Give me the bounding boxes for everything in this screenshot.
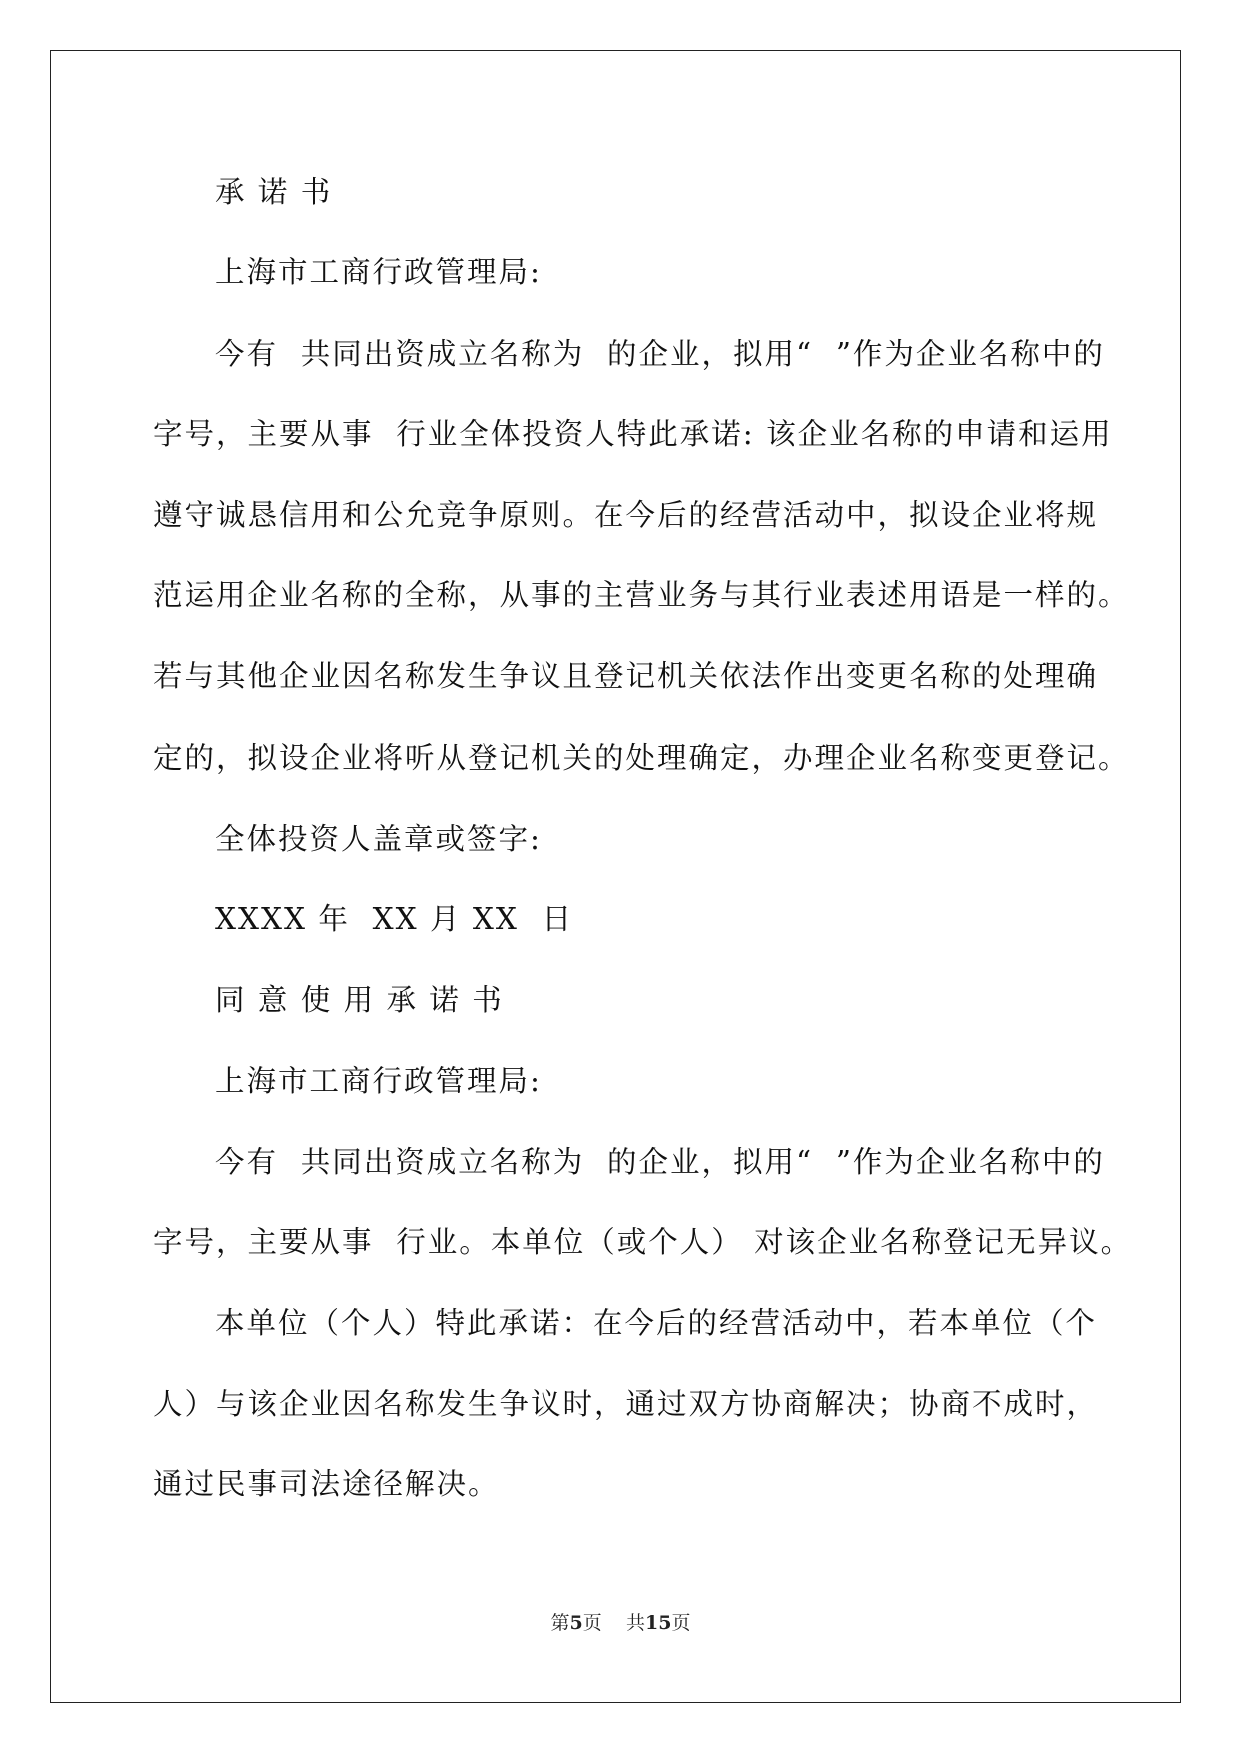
paragraph-line: 定的，拟设企业将听从登记机关的处理确定，办理企业名称变更登记。 bbox=[153, 741, 1130, 775]
paragraph-line: 今有 共同出资成立名称为 的企业，拟用“ ”作为企业名称中的 bbox=[215, 337, 1105, 371]
paragraph-line: 字号，主要从事 行业全体投资人特此承诺: 该企业名称的申请和运用 bbox=[153, 417, 1113, 451]
paragraph-line: 人）与该企业因名称发生争议时，通过双方协商解决；协商不成时， bbox=[153, 1387, 1099, 1421]
addressee-2: 上海市工商行政管理局: bbox=[215, 1064, 542, 1098]
document-title: 承 诺 书 bbox=[215, 175, 333, 209]
total-prefix: 共 bbox=[625, 1612, 645, 1634]
signature-line: 全体投资人盖章或签字: bbox=[215, 822, 542, 856]
page-number: 5 bbox=[569, 1612, 583, 1634]
paragraph-line: 通过民事司法途径解决。 bbox=[153, 1467, 500, 1501]
total-suffix: 页 bbox=[671, 1612, 691, 1634]
document-title-2: 同 意 使 用 承 诺 书 bbox=[215, 983, 504, 1017]
paragraph-line: 本单位（个人）特此承诺：在今后的经营活动中，若本单位（个 bbox=[215, 1306, 1098, 1340]
page-border bbox=[50, 50, 1181, 1703]
addressee: 上海市工商行政管理局: bbox=[215, 255, 542, 289]
paragraph-line: 字号，主要从事 行业。本单位（或个人） 对该企业名称登记无异议。 bbox=[153, 1225, 1133, 1259]
paragraph-line: 若与其他企业因名称发生争议且登记机关依法作出变更名称的处理确 bbox=[153, 659, 1099, 693]
page-footer bbox=[0, 1611, 1241, 1635]
page-suffix: 页 bbox=[582, 1612, 602, 1634]
paragraph-line: 范运用企业名称的全称，从事的主营业务与其行业表述用语是一样的。 bbox=[153, 578, 1130, 612]
paragraph-line: 今有 共同出资成立名称为 的企业，拟用“ ”作为企业名称中的 bbox=[215, 1145, 1105, 1179]
page-prefix: 第 bbox=[550, 1612, 570, 1634]
paragraph-line: 遵守诚恳信用和公允竞争原则。在今后的经营活动中，拟设企业将规 bbox=[153, 498, 1099, 532]
date-line: XXXX 年 XX 月 XX 日 bbox=[215, 902, 574, 936]
total-pages: 15 bbox=[644, 1612, 672, 1634]
